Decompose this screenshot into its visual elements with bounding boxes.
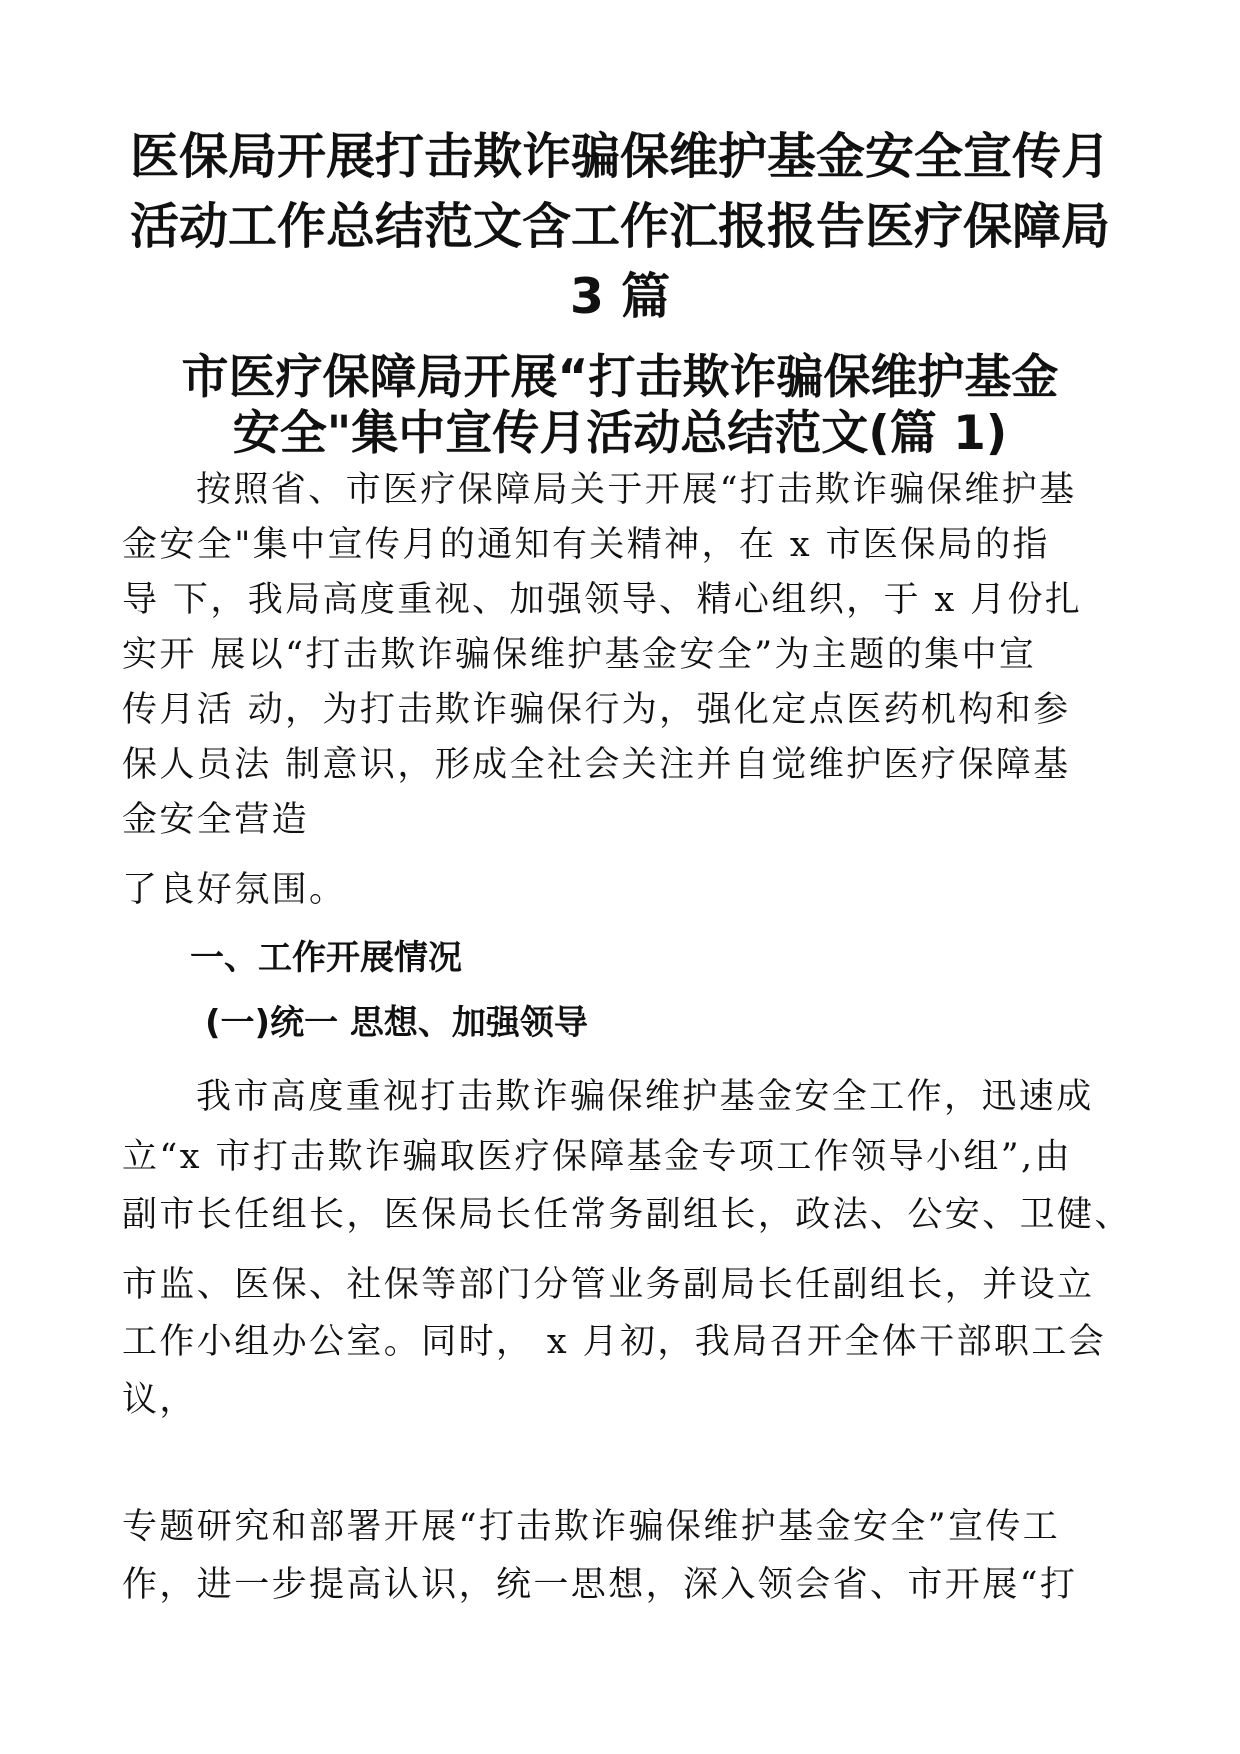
subsection-heading: (一)统一 思想、加强领导 [205, 1003, 588, 1043]
paragraph-line: 了良好氛围。 [122, 870, 347, 910]
paragraph-line: 保人员法 制意识，形成全社会关注并自觉维护医疗保障基 [122, 745, 1071, 785]
paragraph-line: 议， [122, 1380, 197, 1420]
paragraph-line: 金安全"集中宣传月的通知有关精神，在 x 市医保局的指 [122, 525, 1050, 565]
paragraph-line: 工作小组办公室。同时， x 月初，我局召开全体干部职工会 [122, 1322, 1107, 1362]
paragraph-line: 专题研究和部署开展“打击欺诈骗保维护基金安全”宣传工 [122, 1507, 1061, 1547]
paragraph-line: 副市长任组长，医保局长任常务副组长，政法、公安、卫健、 [122, 1195, 1132, 1235]
paragraph-line: 导 下，我局高度重视、加强领导、精心组织，于 x 月份扎 [122, 580, 1083, 620]
paragraph-line: 传月活 动，为打击欺诈骗保行为，强化定点医药机构和参 [122, 690, 1071, 730]
main-title-line-1: 医保局开展打击欺诈骗保维护基金安全宣传月 [129, 128, 1110, 185]
paragraph-line: 立“x 市打击欺诈骗取医疗保障基金专项工作领导小组”,由 [122, 1137, 1072, 1177]
article-title-line-1: 市医疗保障局开展“打击欺诈骗保维护基金 [181, 350, 1059, 405]
main-title-line-2: 活动工作总结范文含工作汇报报告医疗保障局 [129, 198, 1110, 255]
article-title-line-2: 安全"集中宣传月活动总结范文(篇 1) [232, 406, 1008, 461]
paragraph-line: 金安全营造 [122, 800, 310, 840]
section-heading: 一、工作开展情况 [190, 938, 462, 978]
main-title-line-3: 3 篇 [569, 268, 671, 325]
paragraph-line: 作，进一步提高认识，统一思想，深入领会省、市开展“打 [122, 1565, 1078, 1605]
paragraph-line: 我市高度重视打击欺诈骗保维护基金安全工作，迅速成 [196, 1077, 1094, 1117]
paragraph-line: 按照省、市医疗保障局关于开展“打击欺诈骗保维护基 [196, 470, 1077, 510]
paragraph-line: 实开 展以“打击欺诈骗保维护基金安全”为主题的集中宣 [122, 635, 1037, 675]
paragraph-line: 市监、医保、社保等部门分管业务副局长任副组长，并设立 [122, 1265, 1095, 1305]
